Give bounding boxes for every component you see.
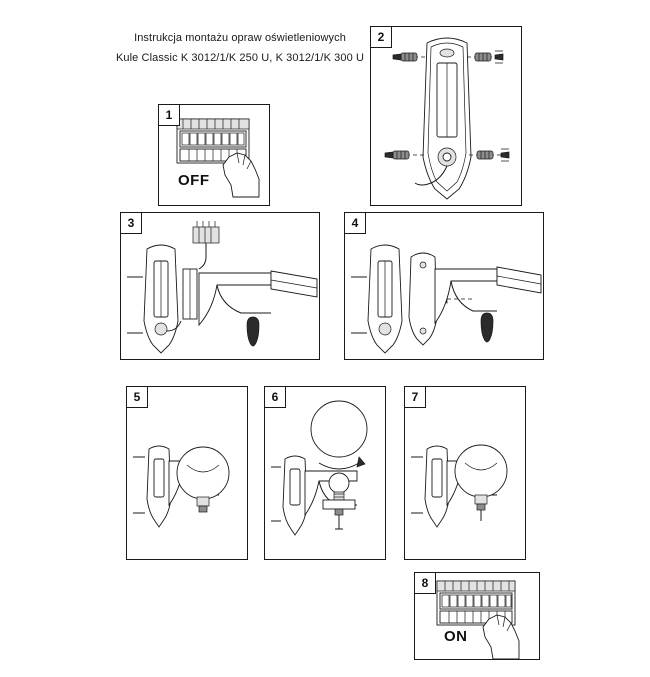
step-panel-5 [126,386,248,560]
step-panel-8 [414,572,540,660]
step-panel-6 [264,386,386,560]
step-panel-4 [344,212,544,360]
step-panel-2 [370,26,522,206]
step-panel-7 [404,386,526,560]
step-number-7: 7 [404,386,426,408]
anchor-lower-left [385,151,425,159]
step-number-4: 4 [344,212,366,234]
step-2-illustration [371,27,523,207]
step-6-illustration [265,387,387,561]
step-3-illustration [121,213,321,361]
step-number-5: 5 [126,386,148,408]
terminal-block [193,221,219,269]
step-panel-1 [158,104,270,206]
power-on-label: ON [444,628,468,645]
title-line-2: Kule Classic K 3012/1/K 250 U, K 3012/1/K 300 U [115,52,365,64]
step-4-illustration [345,213,545,361]
step-number-6: 6 [264,386,286,408]
anchor-upper-right [467,51,503,63]
step-panel-3 [120,212,320,360]
step-number-1: 1 [158,104,180,126]
anchor-lower-right [469,149,509,161]
title-line-1: Instrukcja montażu opraw oświetleniowych [134,32,346,44]
page-title [100,28,380,68]
step-5-illustration [127,387,249,561]
power-off-label: OFF [178,172,210,189]
step-number-2: 2 [370,26,392,48]
anchor-upper-left [393,53,427,61]
step-number-8: 8 [414,572,436,594]
step-number-3: 3 [120,212,142,234]
step-7-illustration [405,387,527,561]
